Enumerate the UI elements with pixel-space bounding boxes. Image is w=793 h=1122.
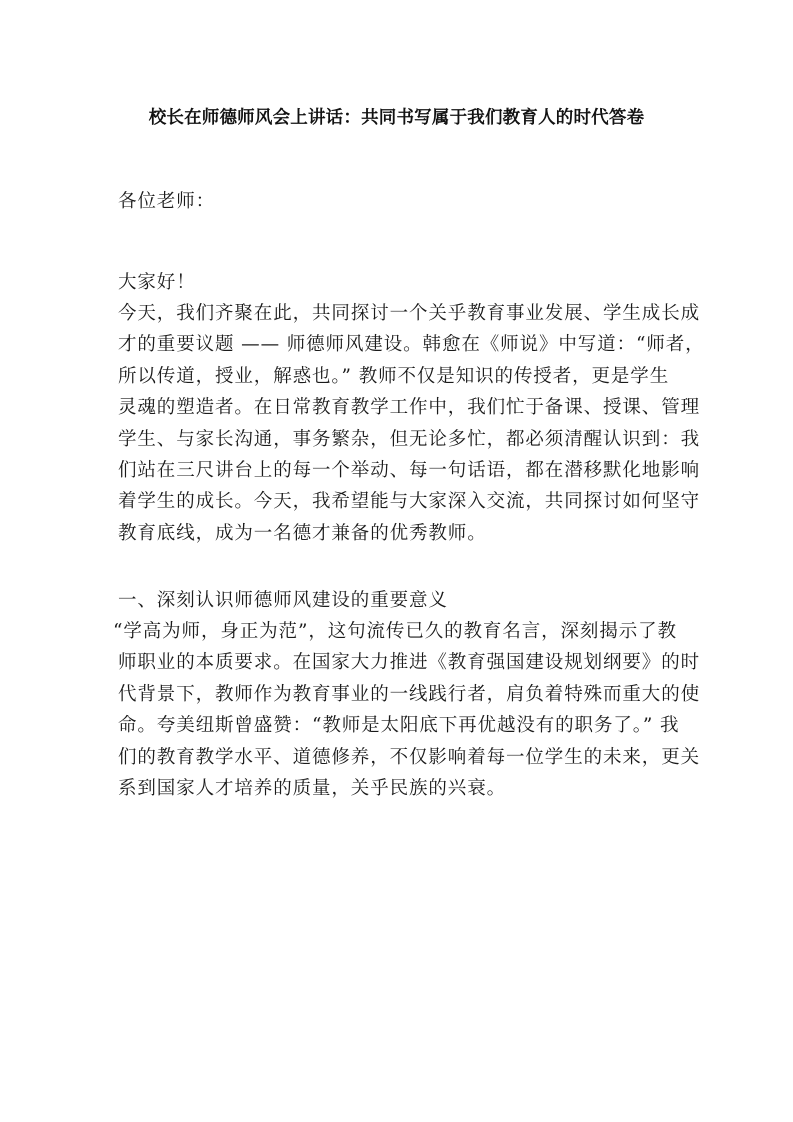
section-line: 系到国家人才培养的质量，关乎民族的兴衰。 xyxy=(118,778,507,799)
document-title: 校长在师德师风会上讲话：共同书写属于我们教育人的时代答卷 xyxy=(148,108,645,128)
intro-line: 教育底线，成为一名德才兼备的优秀教师。 xyxy=(118,523,487,544)
section-heading: 一、深刻认识师德师风建设的重要意义 xyxy=(118,590,448,611)
section-line: 命。夸美纽斯曾盛赞：“教师是太阳底下再优越没有的职务了。” 我 xyxy=(118,715,680,736)
section-line: 师职业的本质要求。在国家大力推进《教育强国建设规划纲要》的时 xyxy=(118,652,701,673)
intro-line: 着学生的成长。今天，我希望能与大家深入交流，共同探讨如何坚守 xyxy=(118,491,701,512)
intro-line: 灵魂的塑造者。在日常教育教学工作中，我们忙于备课、授课、管理 xyxy=(118,397,701,418)
intro-line: 才的重要议题 —— 师德师风建设。韩愈在《师说》中写道：“师者， xyxy=(118,334,705,355)
intro-line: 所以传道，授业，解惑也。” 教师不仅是知识的传授者，更是学生 xyxy=(118,366,670,387)
salutation: 各位老师： xyxy=(118,191,216,212)
section-line: “学高为师，身正为范”，这句流传已久的教育名言，深刻揭示了教 xyxy=(113,621,677,642)
intro-line: 学生、与家长沟通，事务繁杂，但无论多忙，都必须清醒认识到：我 xyxy=(118,429,701,450)
section-line: 们的教育教学水平、道德修养，不仅影响着每一位学生的未来，更关 xyxy=(118,747,701,768)
intro-line: 们站在三尺讲台上的每一个举动、每一句话语，都在潜移默化地影响 xyxy=(118,460,701,481)
section-line: 代背景下，教师作为教育事业的一线践行者，肩负着特殊而重大的使 xyxy=(118,684,701,705)
intro-line: 今天，我们齐聚在此，共同探讨一个关乎教育事业发展、学生成长成 xyxy=(118,303,701,324)
greeting: 大家好！ xyxy=(118,272,196,293)
